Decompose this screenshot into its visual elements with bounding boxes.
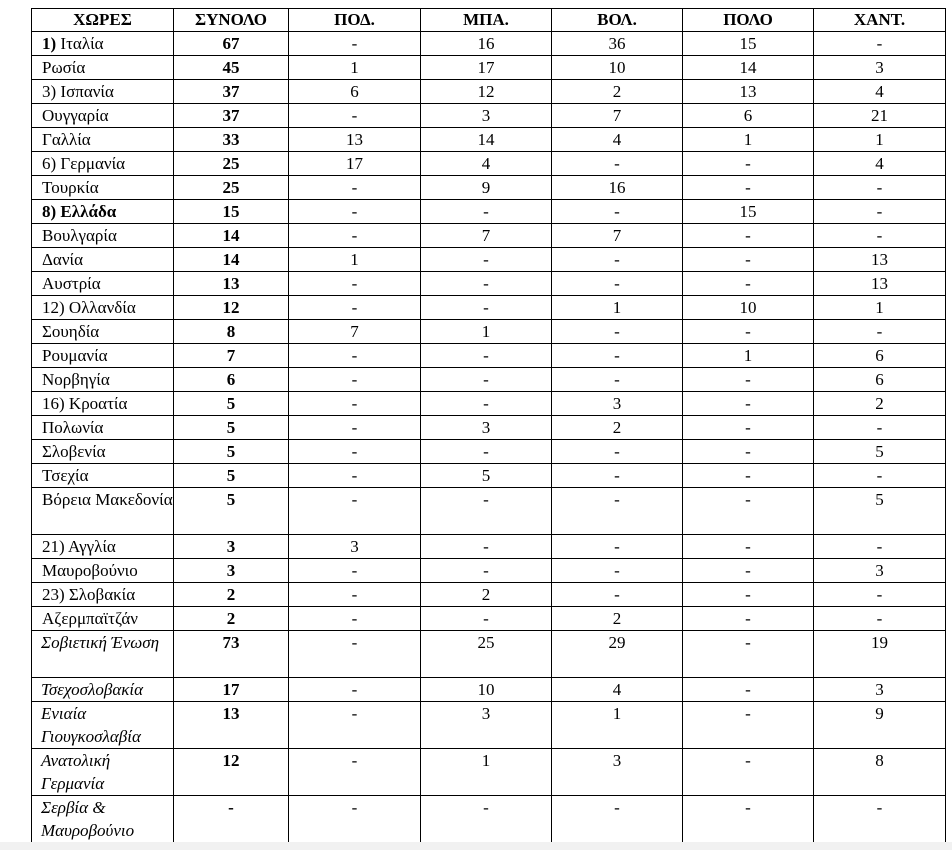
handball-cell: - [814, 320, 946, 344]
country-cell: 12) Ολλανδία [32, 296, 174, 320]
total-cell: 14 [174, 248, 289, 272]
total-cell: 7 [174, 344, 289, 368]
handball-cell: - [814, 224, 946, 248]
country-cell: Τουρκία [32, 176, 174, 200]
total-cell: 17 [174, 678, 289, 702]
header-row [32, 9, 946, 32]
football-cell: - [289, 702, 421, 749]
handball-cell: - [814, 607, 946, 631]
basketball-cell: 1 [421, 320, 552, 344]
basketball-cell: - [421, 296, 552, 320]
waterpolo-cell: - [683, 464, 814, 488]
table-row [32, 368, 946, 392]
table-row [32, 272, 946, 296]
total-cell: 3 [174, 535, 289, 559]
volleyball-cell: - [552, 248, 683, 272]
handball-cell: - [814, 416, 946, 440]
volleyball-cell: 4 [552, 128, 683, 152]
table-row [32, 607, 946, 631]
waterpolo-cell: - [683, 607, 814, 631]
basketball-cell: - [421, 200, 552, 224]
total-cell: 8 [174, 320, 289, 344]
football-cell: - [289, 583, 421, 607]
football-cell: 7 [289, 320, 421, 344]
country-cell: Αζερμπαϊτζάν [32, 607, 174, 631]
football-cell: 13 [289, 128, 421, 152]
football-cell: - [289, 200, 421, 224]
volleyball-cell: 2 [552, 80, 683, 104]
country-name: Ελλάδα [60, 202, 117, 221]
handball-cell: - [814, 796, 946, 843]
handball-cell: 8 [814, 749, 946, 796]
total-cell: 37 [174, 104, 289, 128]
total-cell: 5 [174, 464, 289, 488]
header-countries: ΧΩΡΕΣ [32, 9, 174, 32]
football-cell: - [289, 678, 421, 702]
handball-cell: - [814, 32, 946, 56]
total-cell: 33 [174, 128, 289, 152]
volleyball-cell: - [552, 488, 683, 535]
total-cell: 6 [174, 368, 289, 392]
table-row [32, 56, 946, 80]
basketball-cell: - [421, 272, 552, 296]
handball-cell: 6 [814, 344, 946, 368]
total-cell: 25 [174, 152, 289, 176]
total-cell: 15 [174, 200, 289, 224]
table-row [32, 320, 946, 344]
football-cell: 3 [289, 535, 421, 559]
volleyball-cell: - [552, 320, 683, 344]
basketball-cell: - [421, 488, 552, 535]
waterpolo-cell: 1 [683, 128, 814, 152]
handball-cell: 3 [814, 56, 946, 80]
basketball-cell: - [421, 368, 552, 392]
rank-label: 1) [42, 34, 61, 53]
total-cell: 13 [174, 272, 289, 296]
football-cell: - [289, 104, 421, 128]
table-row [32, 416, 946, 440]
football-cell: - [289, 416, 421, 440]
basketball-cell: 3 [421, 104, 552, 128]
handball-cell: 1 [814, 128, 946, 152]
handball-cell: 3 [814, 559, 946, 583]
table-row [32, 248, 946, 272]
handball-cell: 1 [814, 296, 946, 320]
rank-label: 8) [42, 202, 61, 221]
waterpolo-cell: - [683, 559, 814, 583]
country-cell: Ρωσία [32, 56, 174, 80]
waterpolo-cell: - [683, 176, 814, 200]
volleyball-cell: 2 [552, 416, 683, 440]
header-waterpolo: ΠΟΛΟ [683, 9, 814, 32]
table-row [32, 749, 946, 796]
volleyball-cell: 1 [552, 296, 683, 320]
total-cell: 12 [174, 296, 289, 320]
bottom-strip [0, 842, 952, 850]
football-cell: 17 [289, 152, 421, 176]
table-row [32, 535, 946, 559]
volleyball-cell: - [552, 272, 683, 296]
country-cell: Τσεχοσλοβακία [32, 678, 174, 702]
country-cell: Ουγγαρία [32, 104, 174, 128]
football-cell: - [289, 224, 421, 248]
handball-cell: - [814, 464, 946, 488]
total-cell: 37 [174, 80, 289, 104]
table-row [32, 224, 946, 248]
country-cell: Γαλλία [32, 128, 174, 152]
country-cell: Σοβιετική Ένωση [32, 631, 174, 678]
country-cell [32, 200, 174, 224]
country-name: Ιταλία [60, 34, 104, 53]
waterpolo-cell: 6 [683, 104, 814, 128]
handball-cell: 5 [814, 440, 946, 464]
football-cell: - [289, 488, 421, 535]
basketball-cell: 16 [421, 32, 552, 56]
waterpolo-cell: - [683, 702, 814, 749]
header-total: ΣΥΝΟΛΟ [174, 9, 289, 32]
football-cell: - [289, 559, 421, 583]
table-row [32, 152, 946, 176]
waterpolo-cell: - [683, 583, 814, 607]
handball-cell: 13 [814, 272, 946, 296]
volleyball-cell: - [552, 583, 683, 607]
table-row [32, 344, 946, 368]
volleyball-cell: - [552, 535, 683, 559]
medals-table [31, 8, 946, 843]
handball-cell: 6 [814, 368, 946, 392]
volleyball-cell: 2 [552, 607, 683, 631]
football-cell: - [289, 631, 421, 678]
football-cell: 6 [289, 80, 421, 104]
country-cell: 6) Γερμανία [32, 152, 174, 176]
football-cell: - [289, 392, 421, 416]
table-row [32, 488, 946, 535]
waterpolo-cell: - [683, 488, 814, 535]
football-cell: - [289, 607, 421, 631]
waterpolo-cell: 15 [683, 32, 814, 56]
country-cell: Βόρεια Μακεδονία [32, 488, 174, 535]
waterpolo-cell: - [683, 320, 814, 344]
table-row [32, 128, 946, 152]
basketball-cell: - [421, 248, 552, 272]
handball-cell: 13 [814, 248, 946, 272]
football-cell: - [289, 32, 421, 56]
waterpolo-cell: - [683, 440, 814, 464]
handball-cell: 4 [814, 152, 946, 176]
total-cell: 13 [174, 702, 289, 749]
country-cell: Σουηδία [32, 320, 174, 344]
basketball-cell: - [421, 344, 552, 368]
table-row [32, 678, 946, 702]
handball-cell: 2 [814, 392, 946, 416]
waterpolo-cell: - [683, 368, 814, 392]
handball-cell: 19 [814, 631, 946, 678]
total-cell: 5 [174, 440, 289, 464]
waterpolo-cell: 14 [683, 56, 814, 80]
football-cell: - [289, 344, 421, 368]
volleyball-cell: - [552, 559, 683, 583]
total-cell: 5 [174, 416, 289, 440]
total-cell: 3 [174, 559, 289, 583]
country-cell: Πολωνία [32, 416, 174, 440]
football-cell: - [289, 272, 421, 296]
waterpolo-cell: - [683, 631, 814, 678]
waterpolo-cell: - [683, 796, 814, 843]
total-cell: 67 [174, 32, 289, 56]
basketball-cell: 9 [421, 176, 552, 200]
volleyball-cell: - [552, 464, 683, 488]
country-cell: Τσεχία [32, 464, 174, 488]
header-volleyball: ΒΟΛ. [552, 9, 683, 32]
waterpolo-cell: 10 [683, 296, 814, 320]
basketball-cell: 3 [421, 702, 552, 749]
basketball-cell: - [421, 440, 552, 464]
country-cell: Μαυροβούνιο [32, 559, 174, 583]
volleyball-cell: 29 [552, 631, 683, 678]
total-cell: 25 [174, 176, 289, 200]
country-cell: Βουλγαρία [32, 224, 174, 248]
table-row [32, 583, 946, 607]
table-row [32, 702, 946, 749]
country-cell: Ενιαία Γιουγκοσλαβία [32, 702, 174, 749]
total-cell: 2 [174, 607, 289, 631]
football-cell: - [289, 368, 421, 392]
football-cell: - [289, 296, 421, 320]
header-football: ΠΟΔ. [289, 9, 421, 32]
football-cell: - [289, 749, 421, 796]
basketball-cell: 12 [421, 80, 552, 104]
waterpolo-cell: - [683, 272, 814, 296]
volleyball-cell: - [552, 368, 683, 392]
waterpolo-cell: - [683, 535, 814, 559]
basketball-cell: 10 [421, 678, 552, 702]
table-row [32, 80, 946, 104]
volleyball-cell: - [552, 440, 683, 464]
handball-cell: - [814, 583, 946, 607]
volleyball-cell: 3 [552, 392, 683, 416]
country-cell: Αυστρία [32, 272, 174, 296]
table-row [32, 200, 946, 224]
header-basketball: ΜΠΑ. [421, 9, 552, 32]
waterpolo-cell: - [683, 152, 814, 176]
basketball-cell: - [421, 607, 552, 631]
table-body [32, 32, 946, 843]
basketball-cell: - [421, 559, 552, 583]
country-cell: Ρουμανία [32, 344, 174, 368]
waterpolo-cell: - [683, 248, 814, 272]
country-cell: Δανία [32, 248, 174, 272]
table-row [32, 176, 946, 200]
total-cell: 2 [174, 583, 289, 607]
volleyball-cell: - [552, 344, 683, 368]
total-cell: 12 [174, 749, 289, 796]
waterpolo-cell: - [683, 749, 814, 796]
table-row [32, 32, 946, 56]
handball-cell: 5 [814, 488, 946, 535]
total-cell: 5 [174, 392, 289, 416]
waterpolo-cell: - [683, 678, 814, 702]
country-cell: Νορβηγία [32, 368, 174, 392]
waterpolo-cell: - [683, 392, 814, 416]
table-row [32, 464, 946, 488]
basketball-cell: 7 [421, 224, 552, 248]
waterpolo-cell: 13 [683, 80, 814, 104]
header-handball: ΧΑΝΤ. [814, 9, 946, 32]
basketball-cell: 14 [421, 128, 552, 152]
volleyball-cell: - [552, 796, 683, 843]
handball-cell: 21 [814, 104, 946, 128]
volleyball-cell: 10 [552, 56, 683, 80]
football-cell: 1 [289, 248, 421, 272]
table-row [32, 296, 946, 320]
basketball-cell: 17 [421, 56, 552, 80]
volleyball-cell: 7 [552, 104, 683, 128]
football-cell: 1 [289, 56, 421, 80]
football-cell: - [289, 796, 421, 843]
total-cell: 73 [174, 631, 289, 678]
basketball-cell: 25 [421, 631, 552, 678]
table-row [32, 104, 946, 128]
country-cell: Ανατολική Γερμανία [32, 749, 174, 796]
table-row [32, 631, 946, 678]
volleyball-cell: 36 [552, 32, 683, 56]
waterpolo-cell: 15 [683, 200, 814, 224]
football-cell: - [289, 464, 421, 488]
volleyball-cell: 1 [552, 702, 683, 749]
waterpolo-cell: - [683, 224, 814, 248]
table-row [32, 440, 946, 464]
table-row [32, 796, 946, 843]
country-cell: 21) Αγγλία [32, 535, 174, 559]
volleyball-cell: 4 [552, 678, 683, 702]
volleyball-cell: - [552, 152, 683, 176]
basketball-cell: 3 [421, 416, 552, 440]
football-cell: - [289, 440, 421, 464]
handball-cell: - [814, 200, 946, 224]
volleyball-cell: - [552, 200, 683, 224]
country-cell: 3) Ισπανία [32, 80, 174, 104]
country-cell: 16) Κροατία [32, 392, 174, 416]
country-cell: Σλοβενία [32, 440, 174, 464]
basketball-cell: - [421, 392, 552, 416]
basketball-cell: 4 [421, 152, 552, 176]
table-row [32, 392, 946, 416]
handball-cell: 4 [814, 80, 946, 104]
volleyball-cell: 16 [552, 176, 683, 200]
basketball-cell: - [421, 796, 552, 843]
basketball-cell: 1 [421, 749, 552, 796]
country-cell [32, 32, 174, 56]
handball-cell: - [814, 176, 946, 200]
basketball-cell: 5 [421, 464, 552, 488]
country-cell: Σερβία & Μαυροβούνιο [32, 796, 174, 843]
total-cell: 5 [174, 488, 289, 535]
handball-cell: 3 [814, 678, 946, 702]
basketball-cell: - [421, 535, 552, 559]
football-cell: - [289, 176, 421, 200]
table-row [32, 559, 946, 583]
handball-cell: 9 [814, 702, 946, 749]
waterpolo-cell: - [683, 416, 814, 440]
handball-cell: - [814, 535, 946, 559]
total-cell: - [174, 796, 289, 843]
waterpolo-cell: 1 [683, 344, 814, 368]
basketball-cell: 2 [421, 583, 552, 607]
volleyball-cell: 7 [552, 224, 683, 248]
volleyball-cell: 3 [552, 749, 683, 796]
total-cell: 45 [174, 56, 289, 80]
total-cell: 14 [174, 224, 289, 248]
country-cell: 23) Σλοβακία [32, 583, 174, 607]
